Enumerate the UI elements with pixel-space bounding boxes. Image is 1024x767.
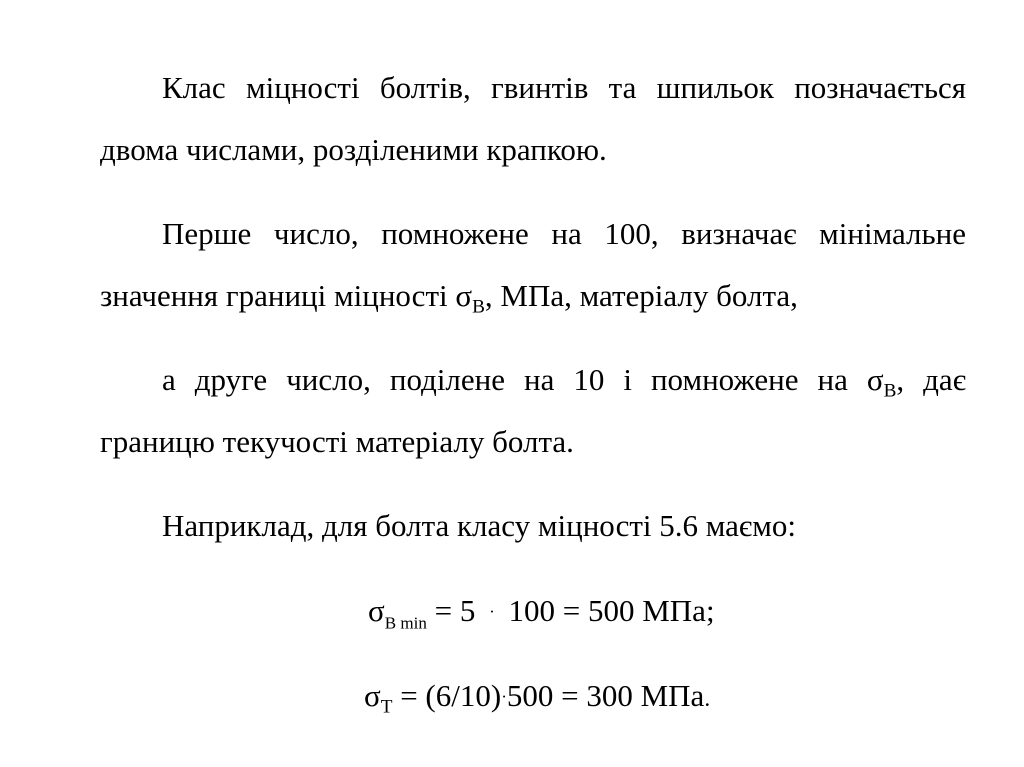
- formula-lhs: = (6/10): [392, 678, 502, 713]
- subscript: В: [883, 380, 897, 402]
- formula-symbol: σ: [364, 678, 381, 713]
- paragraph-strength-class: [100, 57, 966, 181]
- paragraph-text: Наприклад, для болта класу міцності 5.6 маємо:: [162, 508, 796, 543]
- paragraph-example: [100, 495, 966, 557]
- formula-lhs: = 5: [426, 593, 484, 628]
- paragraph-text-part: , МПа, матеріалу болта,: [484, 278, 798, 313]
- formula-subscript: Т: [380, 696, 393, 718]
- paragraph-second-number: [100, 349, 966, 473]
- multiplication-dot: ·: [489, 601, 495, 621]
- paragraph-text: Клас міцності болтів, гвинтів та шпильок позначається двома числами, розділеними крапкою.: [100, 70, 966, 167]
- formula-period: .: [704, 686, 711, 712]
- formula-yield-strength: [364, 665, 710, 730]
- formula-rhs: 500 = 300 МПа: [506, 678, 705, 713]
- formula-symbol: σ: [368, 593, 385, 628]
- paragraph-text-part: Перше число, помножене на 100, визначає мінімальне значення границі міцності σ: [100, 216, 966, 313]
- paragraph-first-number: [100, 203, 966, 327]
- formula-rhs: 100 = 500 МПа;: [500, 593, 715, 628]
- formula-ultimate-strength: [368, 580, 715, 643]
- subscript: В: [472, 296, 485, 318]
- paragraph-text-part: а друге число, поділене на 10 і помножене на σ: [162, 362, 884, 397]
- formula-subscript: В min: [384, 613, 427, 633]
- multiplication-dot: ·: [501, 686, 507, 706]
- paragraph-text-part: , дає границю текучості матеріалу болта.: [100, 362, 966, 459]
